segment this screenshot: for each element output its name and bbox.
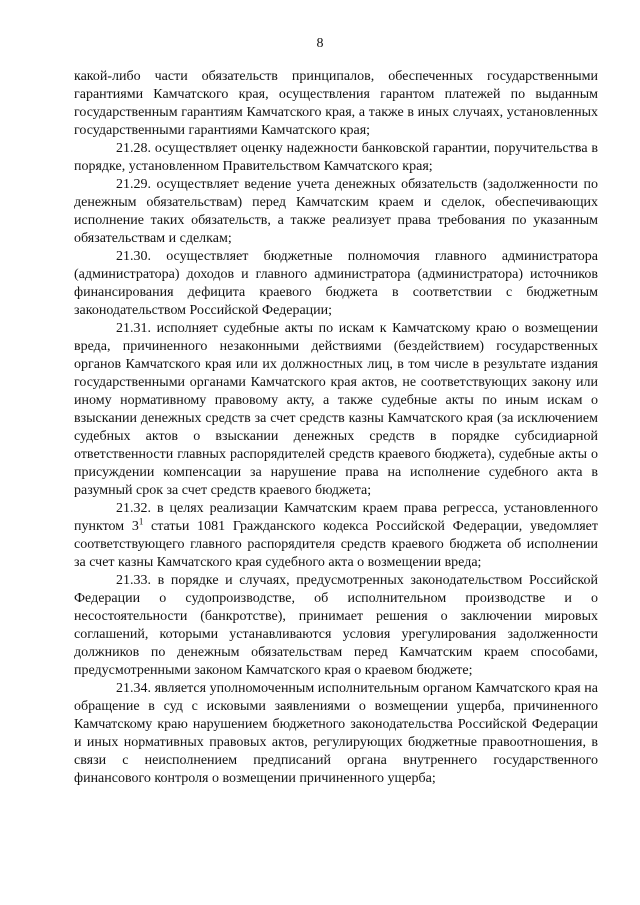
paragraph-2133: 21.33. в порядке и случаях, предусмотренных законодательством Российской Федерации о судопроизводстве, об исполнительном производстве и о несостоятельности (банкротстве), принимает решения о заключении мировых соглашений, которыми устанавливаются условия урегулирования задолженности должников по денежным обязательствам перед Камчатским краем способами, предусмотренными законом Камчатского края о краевом бюджете;: [74, 573, 598, 678]
superscript-mark: 1: [138, 516, 144, 527]
document-body: [74, 68, 598, 788]
paragraph-2131: 21.31. исполняет судебные акты по искам к Камчатскому краю о возмещении вреда, причиненного незаконными действиями (бездействием) государственных органов Камчатского края или их должностных лиц, в том числе в результате издания государственными органами Камчатского края актов, не соответствующих закону или иному нормативному правовому акту, а также судебные акты по иным искам о взыскании денежных средств за счет средств казны Камчатского края (за исключением судебных актов о взыскании денежных средств в порядке субсидиарной ответственности главных распорядителей средств краевого бюджета), судебные акты о присуждении компенсации за нарушение права на исполнение судебного акта в разумный срок за счет средств краевого бюджета;: [74, 321, 598, 498]
paragraph-2129: 21.29. осуществляет ведение учета денежных обязательств (задолженности по денежным обязательствам) перед Камчатским краем и сделок, обеспечивающих исполнение таких обязательств, а также реализует права требования по указанным обязательствам и сделкам;: [74, 177, 598, 246]
paragraph-2132-text-start: 21.32. в целях реализации Камчатским краем права регресса, установленного пунктом 3: [74, 501, 598, 534]
paragraph-2127-continuation: какой-либо части обязательств принципалов, обеспеченных государственными гарантиями Камчатского края, осуществления гарантом платежей по выданным государственным гарантиям Камчатского края, а также в иных случаях, установленных государственными гарантиями Камчатского края;: [74, 69, 598, 138]
paragraph-2132-text-end: статьи 1081 Гражданского кодекса Российской Федерации, уведомляет соответствующего главного распорядителя средств краевого бюджета об исполнении за счет казны Камчатского края судебного акта о возмещении вреда;: [74, 519, 598, 570]
paragraph-2132: [74, 500, 598, 572]
paragraph-2130: 21.30. осуществляет бюджетные полномочия главного администратора (администратора) доходов и главного администратора (администратора) источников финансирования дефицита краевого бюджета в соответствии с бюджетным законодательством Российской Федерации;: [74, 249, 598, 318]
paragraph-2134: 21.34. является уполномоченным исполнительным органом Камчатского края на обращение в суд с исковыми заявлениями о возмещении ущерба, причиненного Камчатскому краю нарушением бюджетного законодательства Российской Федерации и иных нормативных правовых актов, регулирующих бюджетные правоотношения, в связи с неисполнением предписаний органа внутреннего государственного финансового контроля о возмещении причиненного ущерба;: [74, 681, 598, 786]
paragraph-2128: 21.28. осуществляет оценку надежности банковской гарантии, поручительства в порядке, установленном Правительством Камчатского края;: [74, 141, 598, 174]
page-number: 8: [316, 36, 324, 51]
